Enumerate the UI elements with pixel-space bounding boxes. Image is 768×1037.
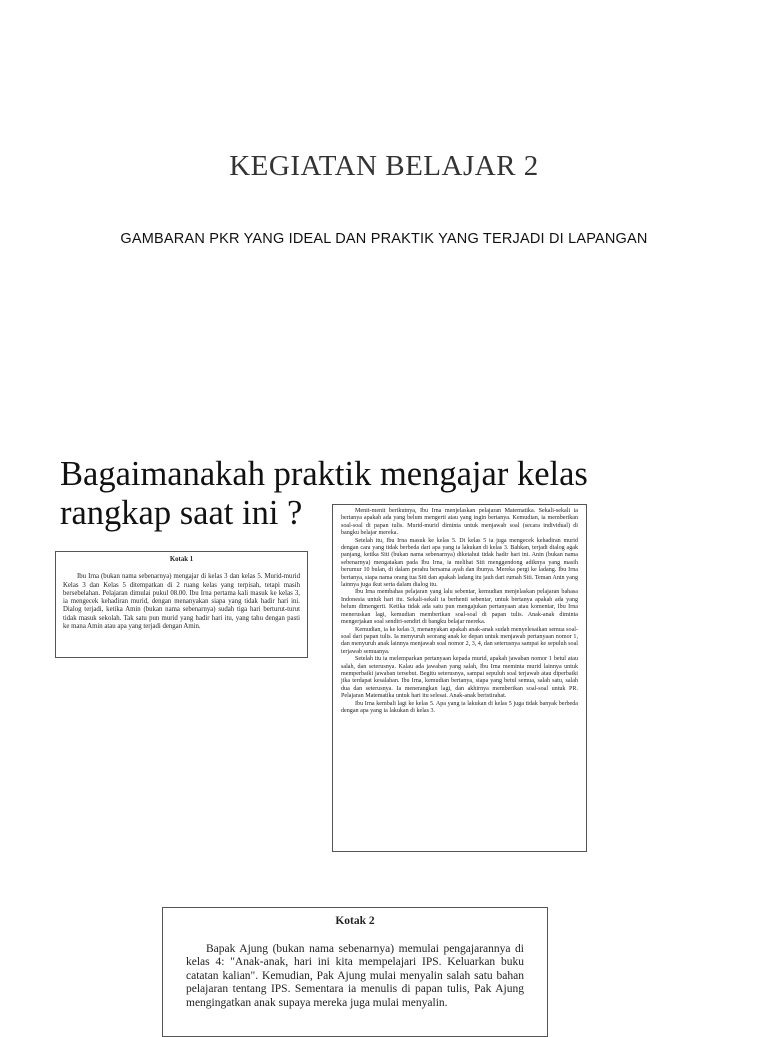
kotak-2-paragraph: Bapak Ajung (bukan nama sebenarnya) memulai pengajarannya di kelas 4: "Anak-anak, hari ini kita mempelajari IPS. Keluarkan buku catatan kalian". Kemudian, Pak Ajung mulai menyalin salah satu bahan pelajaran tentang IPS. Sementara ia menulis di papan tulis, Pak Ajung mengingatkan anak supaya mereka juga mulai menyalin. — [186, 942, 524, 1009]
question-line-1: Bagaimanakah praktik mengajar kelas — [60, 455, 588, 493]
story-continuation-box — [332, 504, 587, 852]
story-paragraph: Kemudian, ia ke kelas 3, menanyakan apakah anak-anak sudah menyelesaikan semua soal-soal dari papan tulis. Ia menyuruh seorang anak ke depan untuk menjawab pertanyaan nomor 1, dan menyuruh anak lainnya menjawab soal nomor 2, 3, 4, dan seterusnya sampai ke sepuluh soal terjawab semuanya. — [341, 626, 578, 655]
kotak-2-title: Kotak 2 — [335, 915, 375, 927]
kotak-1-paragraph: Ibu Irna (bukan nama sebenarnya) mengajar di kelas 3 dan kelas 5. Murid-murid Kelas 3 dan Kelas 5 ditempatkan di 2 ruang kelas yang terpisah, tetapi masih bersebelahan. Pelajaran dimulai pukul 08.00. Ibu Irna pertama kali masuk ke kelas 3, ia mengecek kehadiran murid, dengan menanyakan siapa yang tidak hadir hari ini. Dialog terjadi, ketika Amin (bukan nama sebenarnya) sudah tiga hari berturut-turut tidak masuk sekolah. Tak satu pun murid yang hadir hari itu, yang tahu dengan pasti ke mana Amin atau apa yang terjadi dengan Amin. — [63, 573, 300, 631]
kotak-1-box — [55, 551, 308, 658]
page-title: KEGIATAN BELAJAR 2 — [229, 150, 539, 182]
story-paragraph: Setelah itu ia melemparkan pertanyaan kepada murid, apakah jawaban nomor 1 betul atau salah, dan seterusnya. Kalau ada jawaban yang salah, Ibu Irna meminta murid lainnya untuk memperbaiki jawaban tersebut. Begitu seterusnya, sampai sepuluh soal terjawab atau diperbaiki jika terdapat kesalahan. Ibu Irna, kemudian bertanya, siapa yang betul semua, salah satu, salah dua dan seterusnya. Ia menerangkan lagi, dan akhirnya memberikan soal-soal untuk PR. Pelajaran Matematika untuk hari itu selesai. Anak-anak beristirahat. — [341, 656, 578, 700]
story-paragraph: Setelah itu, Ibu Irna masuk ke kelas 5. Di kelas 5 ia juga mengecek kehadiran murid dengan cara yang tidak berbeda dari apa yang ia lakukan di kelas 3. Bahkan, terjadi dialog agak panjang, ketika Siti (bukan nama sebenarnya) diketahui tidak hadir hari ini. Anin (bukan nama sebenarnya) mengatakan pada Ibu Irna, ia melihat Siti menggendong adiknya yang masih berumur 10 bulan, di dalam perahu bersama ayah dan ibunya. Mereka pergi ke ladang. Ibu Irna bertanya, siapa nama orang tua Siti dan apakah ladang itu jauh dari rumah Siti. Teman Anin yang lainnya juga ikut serta dalam dialog itu. — [341, 537, 578, 589]
question-line-2: rangkap saat ini ? — [60, 494, 303, 532]
kotak-2-box — [162, 907, 548, 1037]
story-paragraph: Ibu Irna kembali lagi ke kelas 5. Apa yang ia lakukan di kelas 5 juga tidak banyak berbeda dengan apa yang ia lakukan di kelas 3. — [341, 700, 578, 714]
story-paragraph: Menit-menit berikutnya, Ibu Irna menjelaskan pelajaran Matematika. Sekali-sekali ia bertanya apakah ada yang belum mengerti atau yang ingin bertanya. Kemudian, ia memberikan soal-soal di papan tulis. Murid-murid diminta untuk menjawab soal (secara individual) di bangku belajar mereka. — [341, 508, 578, 537]
kotak-1-title: Kotak 1 — [169, 556, 194, 563]
story-paragraph: Ibu Irna membahas pelajaran yang lalu sebentar, kemudian menjelaskan pelajaran bahasa Indonesia untuk hari itu. Sekali-sekali ia berhenti sebentar, untuk bertanya apakah ada yang belum dimengerti. Ketika tidak ada satu pun mengajukan pertanyaan atau komentar, Ibu Irna meneruskan lagi, kemudian memberikan soal-soal di papan tulis. Anak-anak diminta mengerjakan soal sendiri-sendiri di bangku belajar mereka. — [341, 589, 578, 626]
page-subtitle: GAMBARAN PKR YANG IDEAL DAN PRAKTIK YANG TERJADI DI LAPANGAN — [120, 231, 648, 247]
